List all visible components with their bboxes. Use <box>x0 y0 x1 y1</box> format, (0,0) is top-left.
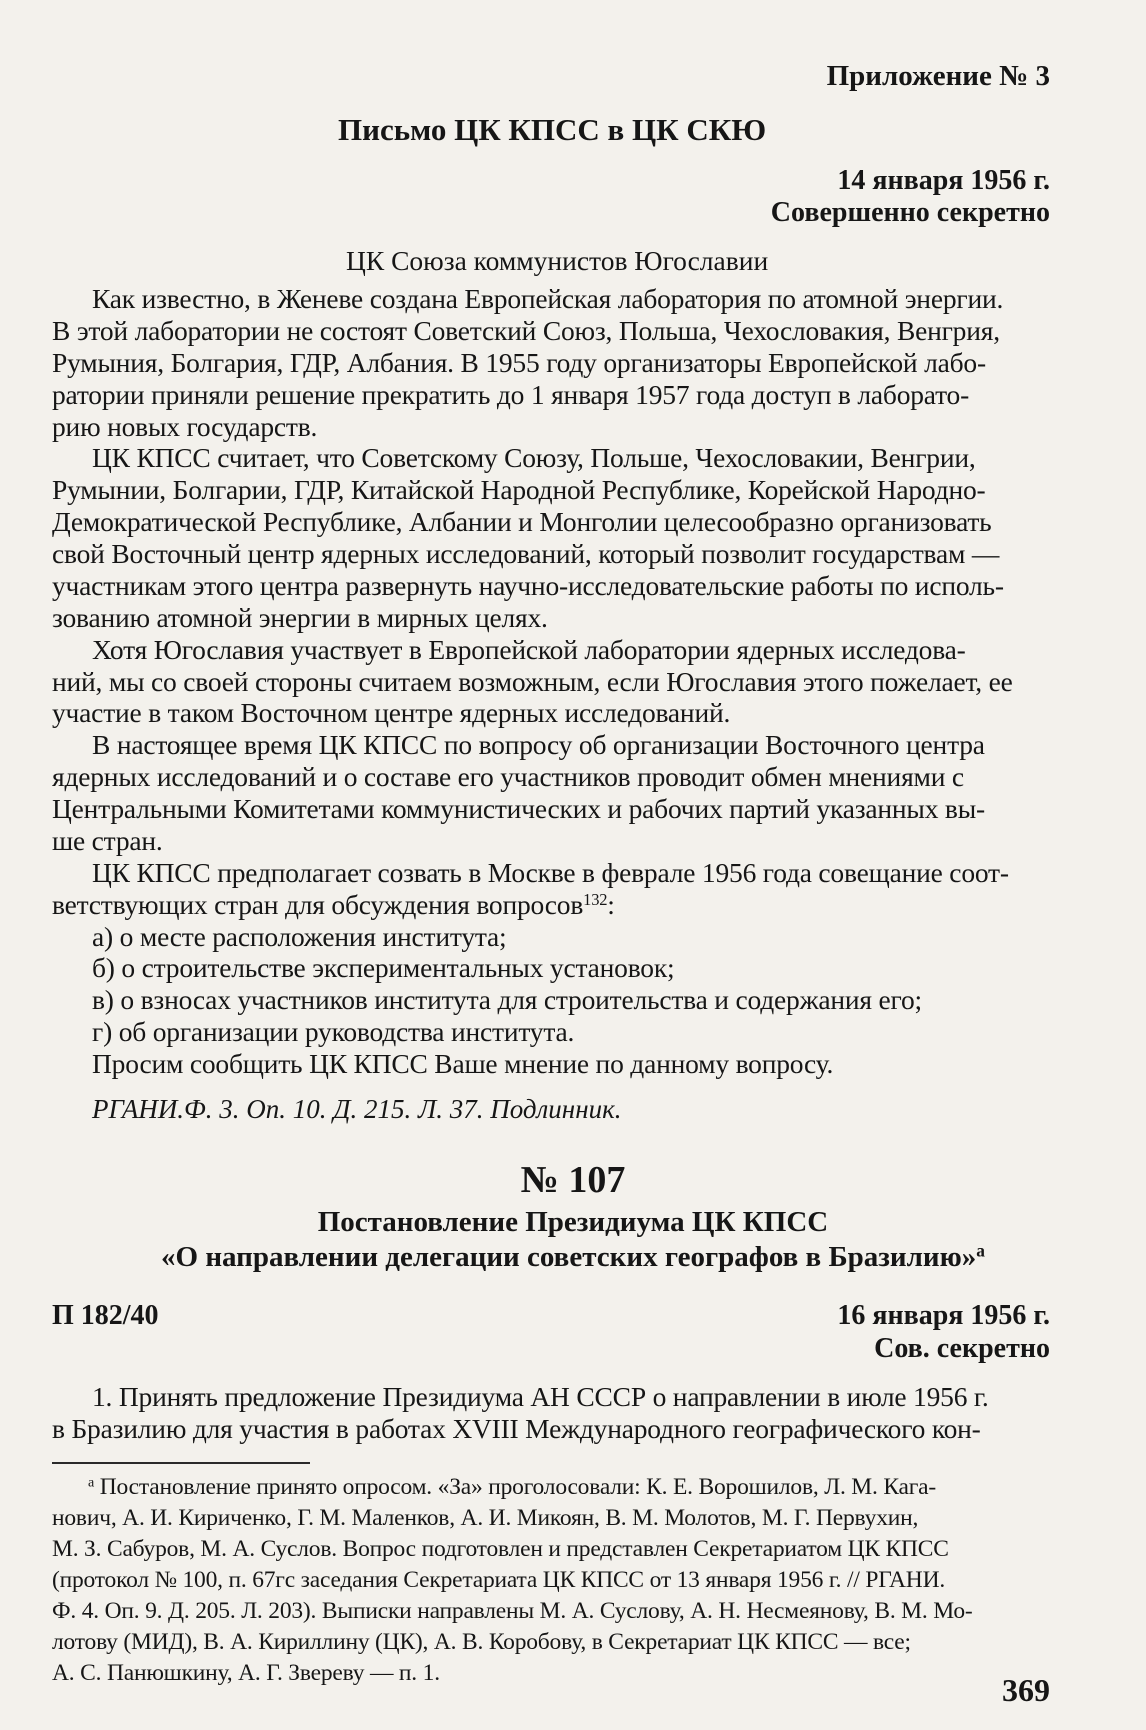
letter-line: Румыния, Болгария, ГДР, Албания. В 1955 году организаторы Европейской лабо- <box>52 347 986 378</box>
footnote-line: нович, А. И. Кириченко, Г. М. Маленков, А. И. Микоян, В. М. Молотов, М. Г. Первухин, <box>52 1505 919 1531</box>
footnote-line: М. З. Сабуров, М. А. Суслов. Вопрос подготовлен и представлен Секретариатом ЦК КПСС <box>52 1536 949 1562</box>
appendix-label: Приложение № 3 <box>826 60 1050 92</box>
letter-line: ше стран. <box>52 825 163 856</box>
letter-classification: Совершенно секретно <box>770 197 1050 228</box>
resolution-subtitle-text: «О направлении делегации советских географов в Бразилию» <box>161 1241 977 1273</box>
resolution-line: в Бразилию для участия в работах XVIII Международного географического кон- <box>52 1413 981 1444</box>
letter-line: участникам этого центра развернуть научно-исследовательские работы по исполь- <box>52 570 1004 601</box>
letter-line: Демократической Республике, Албании и Монголии целесообразно организовать <box>52 506 992 537</box>
letter-line: Румынии, Болгарии, ГДР, Китайской Народной Республике, Корейской Народно- <box>52 474 986 505</box>
resolution-subtitle <box>0 1241 1146 1274</box>
list-item: а) о месте расположения института; <box>92 921 507 952</box>
footnote-text: Постановление принято опросом. «За» проголосовали: К. Е. Ворошилов, Л. М. Кага- <box>99 1474 937 1500</box>
colon: : <box>607 889 615 920</box>
resolution-code: П 182/40 <box>52 1300 159 1331</box>
footnote-divider <box>52 1462 310 1464</box>
document-number: № 107 <box>520 1159 626 1201</box>
footnote-line: (протокол № 100, п. 67гс заседания Секретариата ЦК КПСС от 13 января 1956 г. // РГАНИ. <box>52 1567 946 1593</box>
footnote-ref: а <box>976 1240 985 1261</box>
letter-line: Как известно, в Женеве создана Европейская лаборатория по атомной энергии. <box>92 283 1004 314</box>
letter-line-questions <box>52 889 1052 921</box>
letter-title: Письмо ЦК КПСС в ЦК СКЮ <box>338 112 767 147</box>
footnote-line <box>88 1474 1098 1501</box>
footnote-ref: 132 <box>583 889 608 909</box>
letter-line: ратории приняли решение прекратить до 1 января 1957 года доступ в лаборато- <box>52 379 970 410</box>
letter-line: рию новых государств. <box>52 411 318 442</box>
archive-reference: РГАНИ.Ф. 3. Оп. 10. Д. 215. Л. 37. Подлинник. <box>92 1094 622 1124</box>
addressee: ЦК Союза коммунистов Югославии <box>346 245 769 276</box>
letter-line: Хотя Югославия участвует в Европейской лаборатории ядерных исследова- <box>92 634 966 665</box>
letter-line: В этой лаборатории не состоят Советский Союз, Польша, Чехословакия, Венгрия, <box>52 315 1000 346</box>
resolution-line: 1. Принять предложение Президиума АН СССР о направлении в июле 1956 г. <box>92 1381 989 1412</box>
footnote-line: А. С. Панюшкину, А. Г. Звереву — п. 1. <box>52 1660 440 1686</box>
letter-line: В настоящее время ЦК КПСС по вопросу об организации Восточного центра <box>92 729 985 760</box>
letter-date: 14 января 1956 г. <box>837 165 1050 196</box>
letter-line-text: ветствующих стран для обсуждения вопросов <box>52 889 584 920</box>
list-item: в) о взносах участников института для строительства и содержания его; <box>92 984 922 1015</box>
letter-line: Просим сообщить ЦК КПСС Ваше мнение по данному вопросу. <box>92 1048 834 1079</box>
letter-line: участие в таком Восточном центре ядерных исследований. <box>52 697 731 728</box>
letter-line: ядерных исследований и о составе его участников проводит обмен мнениями с <box>52 761 964 792</box>
letter-line: ЦК КПСС предполагает созвать в Москве в феврале 1956 года совещание соот- <box>92 857 1009 888</box>
letter-line: зованию атомной энергии в мирных целях. <box>52 602 548 633</box>
footnote-line: лотову (МИД), В. А. Кириллину (ЦК), А. В. Коробову, в Секретариат ЦК КПСС — все; <box>52 1629 911 1655</box>
letter-line: ЦК КПСС считает, что Советскому Союзу, Польше, Чехословакии, Венгрии, <box>92 442 976 473</box>
letter-line: Центральными Комитетами коммунистических и рабочих партий указанных вы- <box>52 793 985 824</box>
footnote-marker: а <box>88 1474 95 1491</box>
resolution-title: Постановление Президиума ЦК КПСС <box>317 1206 829 1238</box>
resolution-date: 16 января 1956 г. <box>837 1300 1050 1331</box>
page-number: 369 <box>1002 1672 1050 1708</box>
resolution-classification: Сов. секретно <box>874 1333 1050 1364</box>
list-item: г) об организации руководства института. <box>92 1016 575 1047</box>
footnote-line: Ф. 4. Оп. 9. Д. 205. Л. 203). Выписки направлены М. А. Суслову, А. Н. Несмеянову, В. М. Мо- <box>52 1598 973 1624</box>
list-item: б) о строительстве экспериментальных установок; <box>92 952 675 983</box>
letter-line: ний, мы со своей стороны считаем возможным, если Югославия этого пожелает, ее <box>52 666 1013 697</box>
letter-line: свой Восточный центр ядерных исследований, который позволит государствам — <box>52 538 1000 569</box>
